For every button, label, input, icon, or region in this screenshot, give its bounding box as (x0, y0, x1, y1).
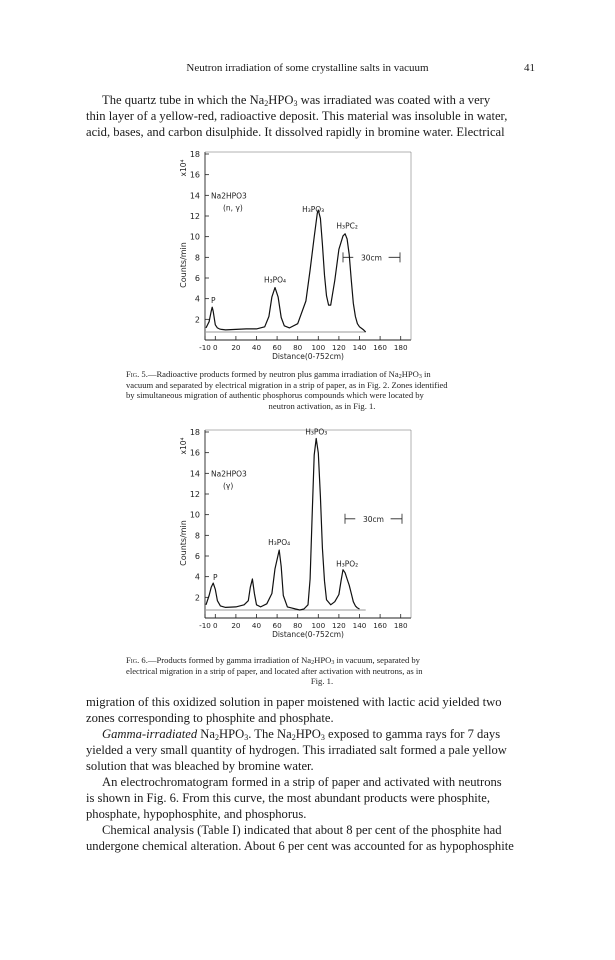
y-multiplier-label: x10⁴ (179, 437, 188, 455)
sample-label: Na2HPO3 (211, 469, 247, 479)
text-line: The quartz tube in which the $Na_2HPO_3$ was irradiated was coated with a very (102, 93, 491, 108)
y-tick-label: 18 (189, 428, 200, 437)
peak-label: H₃PO₄ (263, 275, 287, 285)
figure-5-chart (0, 140, 615, 370)
x-tick-label: 60 (272, 343, 282, 352)
scale-bar-label: 30cm (363, 514, 384, 524)
y-axis-label: Counts/min (179, 520, 188, 566)
y-tick-label: 6 (194, 552, 200, 561)
x-tick-label: 140 (352, 621, 367, 630)
y-tick-label: 14 (189, 469, 200, 479)
text-line: Gamma-irradiated $Na_2HPO_3$. The $Na_2HPO_3$ exposed to gamma rays for 7 days (102, 727, 501, 742)
y-tick-label: 10 (189, 510, 200, 520)
y-tick-label: 4 (194, 294, 200, 304)
x-tick-label: 120 (332, 343, 346, 352)
peak-label: H₃PC₂ (336, 221, 358, 231)
y-tick-label: 12 (189, 490, 200, 499)
x-tick-label: 0 (213, 343, 218, 352)
sample-condition-label: (γ) (223, 481, 234, 491)
x-tick-label: 140 (352, 343, 367, 352)
x-axis-label: Distance(0-752cm) (272, 352, 344, 361)
y-tick-label: 10 (189, 232, 200, 242)
y-axis-label: Counts/min (179, 242, 188, 288)
y-tick-label: 12 (189, 212, 200, 221)
figure-5-caption: Fig. 5.—Radioactive products formed by neutron plus gamma irradiation of $Na_2HPO_3$ in vacuum and separated by electrical migration in a strip of paper, as in Fig. 2. Zones identified by simultaneous migration of authentic phosphorus compounds which were located by neutron activation, as in Fig. 1. (126, 369, 448, 411)
x-tick-label: 160 (373, 621, 387, 630)
text-line: zones corresponding to phosphite and phosphate. (86, 711, 334, 725)
peak-label: H₃PO₃ (302, 205, 325, 215)
paragraph-top (86, 92, 552, 140)
x-tick-label: 40 (251, 343, 262, 352)
y-tick-label: 14 (189, 191, 200, 201)
data-curve (206, 439, 360, 611)
y-multiplier-label: x10⁴ (179, 159, 188, 177)
y-tick-label: 18 (189, 150, 200, 159)
text-line: acid, bases, and carbon disulphide. It dissolved rapidly in bromine water. Electrical (86, 125, 505, 139)
running-title: Neutron irradiation of some crystalline salts in vacuum (186, 62, 429, 74)
text-line: Chemical analysis (Table I) indicated that about 8 per cent of the phosphite had (102, 823, 502, 837)
x-tick-label: 60 (272, 621, 282, 630)
x-tick-label: 20 (231, 343, 241, 352)
x-tick-label: 40 (251, 621, 262, 630)
peak-label: P (213, 573, 218, 583)
figure-6-caption: Fig. 6.—Products formed by gamma irradiation of $Na_2HPO_3$ in vacuum, separated by electrical migration in a strip of paper, and located after activation with neutrons, as in Fig. 1. (126, 655, 423, 686)
x-tick-label: 20 (231, 621, 241, 630)
x-tick-label: 0 (213, 621, 218, 630)
peak-label: H₃PO₃ (305, 427, 328, 437)
text-line: undergone chemical alteration. About 6 per cent was accounted for as hypophosphite (86, 839, 514, 853)
y-tick-label: 2 (194, 315, 200, 325)
x-tick-label: 80 (293, 343, 303, 352)
x-tick-label: -10 (199, 621, 211, 630)
x-axis-label: Distance(0-752cm) (272, 630, 344, 639)
x-tick-label: 80 (293, 621, 303, 630)
text-line: yielded a very small quantity of hydrogen. This irradiated salt formed a pale yellow (86, 743, 507, 757)
y-tick-label: 16 (189, 448, 200, 458)
y-tick-label: 2 (194, 593, 200, 603)
peak-label: H₃PO₂ (336, 559, 359, 569)
y-tick-label: 16 (189, 170, 200, 180)
y-tick-label: 6 (194, 274, 200, 283)
text-line: thin layer of a yellow-red, radioactive deposit. This material was insoluble in water, (86, 109, 508, 123)
text-line: solution that was bleached by bromine water. (86, 759, 314, 773)
text-line: An electrochromatogram formed in a strip of paper and activated with neutrons (102, 775, 502, 789)
page-number: 41 (524, 62, 535, 74)
x-tick-label: 100 (311, 621, 326, 630)
figure-6-chart (0, 418, 615, 650)
text-line: is shown in Fig. 6. From this curve, the most abundant products were phosphite, (86, 791, 491, 805)
y-tick-label: 8 (194, 531, 200, 541)
y-tick-label: 8 (194, 253, 200, 263)
text-line: phosphate, hypophosphite, and phosphorus. (86, 807, 307, 821)
x-tick-label: 120 (332, 621, 346, 630)
running-head (0, 62, 615, 78)
paragraph-bottom (86, 694, 552, 854)
x-tick-label: 160 (373, 343, 387, 352)
y-tick-label: 4 (194, 572, 200, 582)
x-tick-label: 100 (311, 343, 326, 352)
peak-label: H₃PO₄ (268, 537, 291, 547)
scale-bar-label: 30cm (361, 253, 382, 263)
x-tick-label: -10 (199, 343, 211, 352)
peak-label: P (210, 296, 216, 306)
x-tick-label: 180 (393, 621, 408, 630)
text-line: migration of this oxidized solution in paper moistened with lactic acid yielded two (86, 695, 502, 709)
sample-condition-label: (n, γ) (223, 203, 243, 213)
x-tick-label: 180 (393, 343, 408, 352)
sample-label: Na2HPO3 (211, 191, 247, 201)
